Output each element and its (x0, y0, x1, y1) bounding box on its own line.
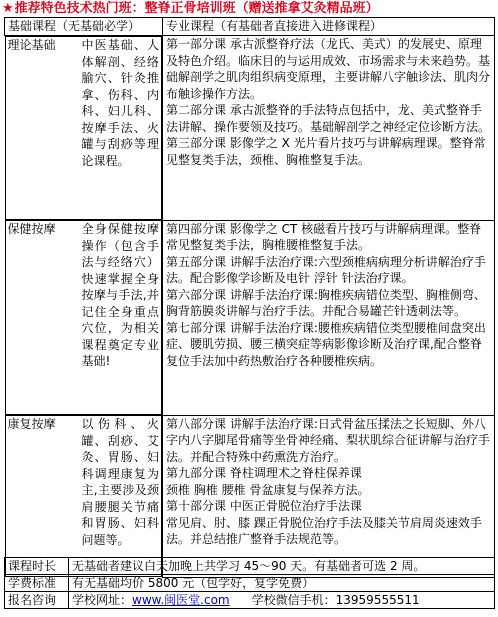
table-row-massage (5, 220, 495, 415)
table-header-row (5, 18, 495, 36)
category-name: 保健按摩 (7, 222, 56, 236)
lesson-cell (163, 220, 495, 415)
fee-value: 有无基础均价 5800 元（包学好，复学免费） (69, 575, 495, 592)
wechat-phone: 13959555511 (335, 593, 420, 607)
star-icon: ★ (2, 1, 14, 16)
lesson-item: 第四部分课 影像学之 CT 核磁看片技巧与讲解病理课。整脊常见整复类手法，胸椎腰椎整复手法。 (166, 221, 482, 252)
lesson-cell (163, 415, 495, 577)
category-cell (5, 36, 163, 220)
lesson-item: 第二部分课 承古派整脊的手法特点包括中，龙、美式整脊手法讲解、操作要领及技巧。基础解剖学之神经定位诊断方法。 (166, 103, 491, 134)
lesson-item: 第六部分课 讲解手法治疗课:胸椎疾病错位类型、胸椎侧弯、胸背筋膜炎讲解与治疗手法。并配合易罐芒针透刺法等。 (166, 287, 486, 318)
lesson-item: 第九部分课 脊柱调理术之脊柱保养课 颈椎 胸椎 腰椎 骨盆康复与保养方法。 (166, 466, 370, 497)
lesson-item: 第一部分课 承古派整脊疗法（龙氏、美式）的发展史、原理及特色介绍。临床目的与运用成效、市场需求与未来趋势。基础解剖学之肌肉组织病变原理，主要讲解八字触诊法、肌肉分布触诊操作方法。 (166, 37, 491, 101)
header-basic-courses: 基础课程（无基础必学） (5, 18, 163, 36)
fee-row (5, 575, 495, 592)
fee-label: 学费标准 (5, 575, 69, 592)
website-label: 学校网址： (72, 593, 133, 607)
category-cell (5, 415, 163, 577)
category-name: 理论基础 (7, 38, 56, 52)
category-cell (5, 220, 163, 415)
title-text: 推荐特色技术热门班：整脊正骨培训班（赠送推拿艾灸精品班） (14, 1, 379, 16)
header-professional-courses: 专业课程（有基础者直接进入进修课程） (163, 18, 495, 36)
duration-row (5, 558, 495, 575)
lesson-item: 第十部分课 中医正骨脱位治疗手法课 常见肩、肘、膝 踝正骨脱位治疗手法及膝关节肩周炎速效手法。并总结推广整脊手法规范等。 (166, 499, 482, 546)
info-table (4, 557, 495, 609)
category-description: 中医基础、人体解剖、经络腧穴、针灸推拿、伤科、内科、妇儿科、按摩手法、火罐与刮痧等理论课程。 (81, 38, 159, 168)
lesson-item: 第八部分课 讲解手法治疗课:日式骨盆压揉法之长短脚、外八字内八字脚尾骨痛等坐骨神经痛、梨状肌综合征讲解与治疗手法。并配合特殊中药熏洗方治疗。 (166, 416, 491, 464)
contact-value (69, 592, 495, 609)
contact-row (5, 592, 495, 609)
duration-label: 课程时长 (5, 558, 69, 575)
page-title (2, 1, 496, 17)
table-row-theory (5, 36, 495, 221)
table-row-rehab (5, 415, 495, 577)
category-name: 康复按摩 (7, 417, 56, 431)
duration-value: 无基础者建议白天加晚上共学习 45～90 天。有基础者可选 2 周。 (69, 558, 495, 575)
lesson-item: 第五部分课 讲解手法治疗课:六型颈椎病病理分析讲解治疗手法。配合影像学诊断及电针 浮针 针法治疗课。 (166, 254, 486, 285)
wechat-label: 学校微信手机： (251, 593, 336, 607)
category-description: 以伤科、火罐、刮痧、艾灸、胃肠、妇科调理康复为主,主要涉及颈肩腰腿关节痛和胃肠、妇科问题等。 (81, 417, 159, 547)
category-description: 全身保健按摩操作（包含手法与经络穴）快速掌握全身按摩与手法,并记住全身重点穴位，为相关课程奠定专业基础! (81, 222, 159, 368)
website-link[interactable]: www.闽医堂.com (132, 593, 230, 607)
lesson-item: 第三部分课 影像学之 X 光片看片技巧与讲解病理课。整脊常见整复类手法，颈椎、胸椎整复手法。 (166, 136, 486, 167)
lesson-item: 第七部分课 讲解手法治疗课:腰椎疾病错位类型腰椎间盘突出症、腰肌劳损、腰三横突症等病影像诊断及治疗课,配合整脊复位手法加中药热敷治疗各种腰椎疾病。 (166, 320, 486, 368)
lesson-cell (163, 36, 495, 221)
contact-label: 报名咨询 (5, 592, 69, 609)
course-table (4, 17, 495, 578)
